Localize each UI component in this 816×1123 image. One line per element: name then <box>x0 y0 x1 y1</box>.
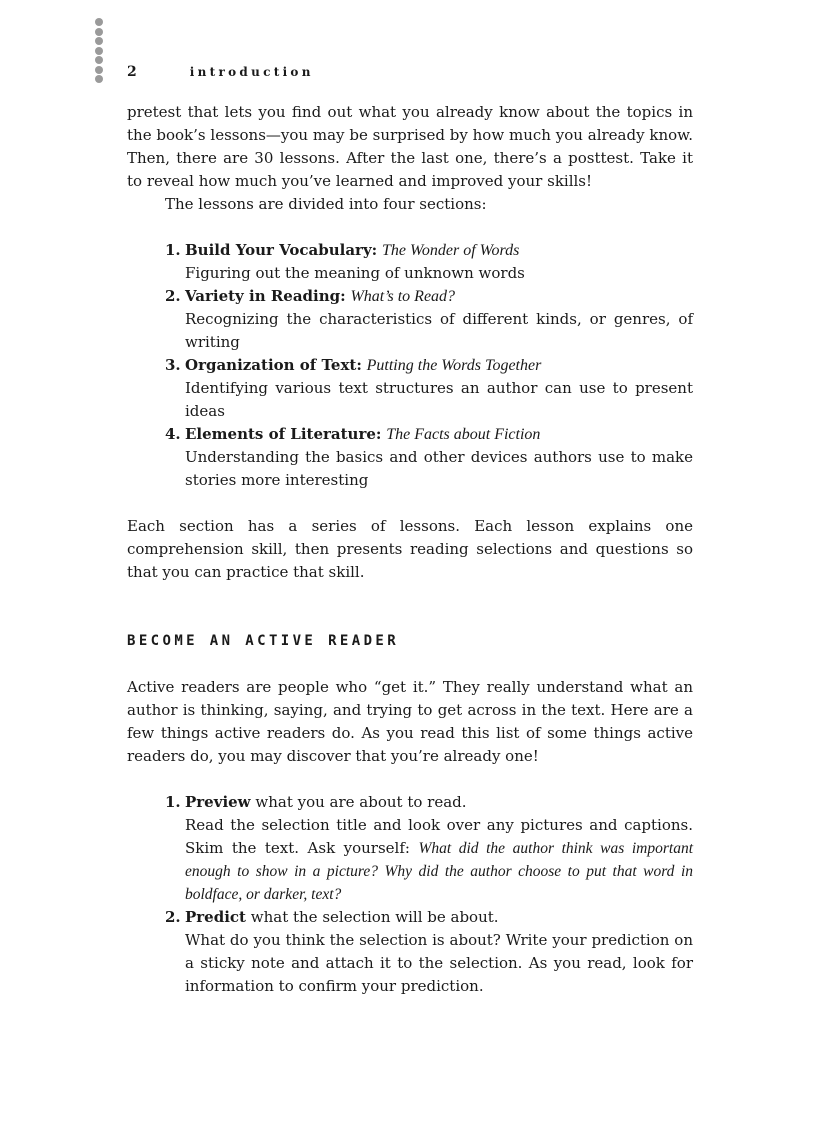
section-subtitle: Putting the Words Together <box>366 357 542 374</box>
dot-icon <box>95 18 103 26</box>
page-body <box>127 101 693 1021</box>
dot-icon <box>95 28 103 36</box>
dot-icon <box>95 47 103 55</box>
list-item <box>165 423 693 492</box>
section-description: Figuring out the meaning of unknown words <box>185 264 525 282</box>
section-heading: BECOME AN ACTIVE READER <box>127 633 400 649</box>
dot-icon <box>95 75 103 83</box>
list-number: 2. <box>165 287 181 305</box>
section-title: Elements of Literature: <box>185 425 382 443</box>
section-title: Organization of Text: <box>185 356 362 374</box>
running-head: introduction <box>189 65 314 79</box>
section-description: Understanding the basics and other devices authors use to make stories more interesting <box>185 448 693 489</box>
section-description: Recognizing the characteristics of different kinds, or genres, of writing <box>185 310 693 351</box>
list-number: 1. <box>165 793 181 811</box>
item-heading-rest: what the selection will be about. <box>245 908 499 926</box>
section-subtitle: The Facts about Fiction <box>386 426 541 443</box>
list-item <box>165 239 693 285</box>
list-item <box>165 906 693 998</box>
list-item <box>165 791 693 906</box>
dot-icon <box>95 56 103 64</box>
item-heading-rest: what you are about to read. <box>250 793 467 811</box>
list-number: 4. <box>165 425 181 443</box>
list-item <box>165 354 693 423</box>
section-subtitle: What’s to Read? <box>350 288 456 305</box>
list-number: 2. <box>165 908 181 926</box>
section-title: Build Your Vocabulary: <box>185 241 378 259</box>
list-item <box>165 285 693 354</box>
item-keyword: Predict <box>185 908 246 926</box>
item-keyword: Preview <box>185 793 251 811</box>
dot-icon <box>95 37 103 45</box>
item-description-text: Read the selection title and look over any pictures and captions. Skim the text. Ask yourself: <box>185 816 693 857</box>
intro-paragraph: pretest that lets you find out what you already know about the topics in the book’s lessons—you may be surprised by how much you already know. Then, there are 30 lessons. After the last one, there’s a posttest. Take it to reveal how much you’ve learned and improved your skills! <box>127 103 693 190</box>
section-description: Identifying various text structures an author can use to present ideas <box>185 379 693 420</box>
dot-icon <box>95 66 103 74</box>
list-number: 1. <box>165 241 181 259</box>
page-header <box>127 64 314 84</box>
section-title: Variety in Reading: <box>185 287 346 305</box>
page-number: 2 <box>127 64 138 80</box>
sections-list <box>127 239 693 492</box>
item-description <box>185 814 693 906</box>
decorative-dots <box>95 18 105 85</box>
intro-lead-in: The lessons are divided into four sections: <box>165 195 487 213</box>
item-description: What do you think the selection is about? Write your prediction on a sticky note and attach it to the selection. As you read, look for information to confirm your prediction. <box>185 931 693 995</box>
active-reader-paragraph: Active readers are people who “get it.” They really understand what an author is thinking, saying, and trying to get across in the text. Here are a few things active readers do. As you read this list of some things active readers do, you may discover that you’re already one! <box>127 678 693 765</box>
section-subtitle: The Wonder of Words <box>382 242 520 259</box>
active-reader-list <box>127 791 693 998</box>
list-number: 3. <box>165 356 181 374</box>
item-description-question: What did the author think was important enough to show in a picture? Why did the author choose to put that word in boldface, or darker, text? <box>185 840 693 903</box>
sections-summary: Each section has a series of lessons. Each lesson explains one comprehension skill, then presents reading selections and questions so that you can practice that skill. <box>127 517 693 581</box>
